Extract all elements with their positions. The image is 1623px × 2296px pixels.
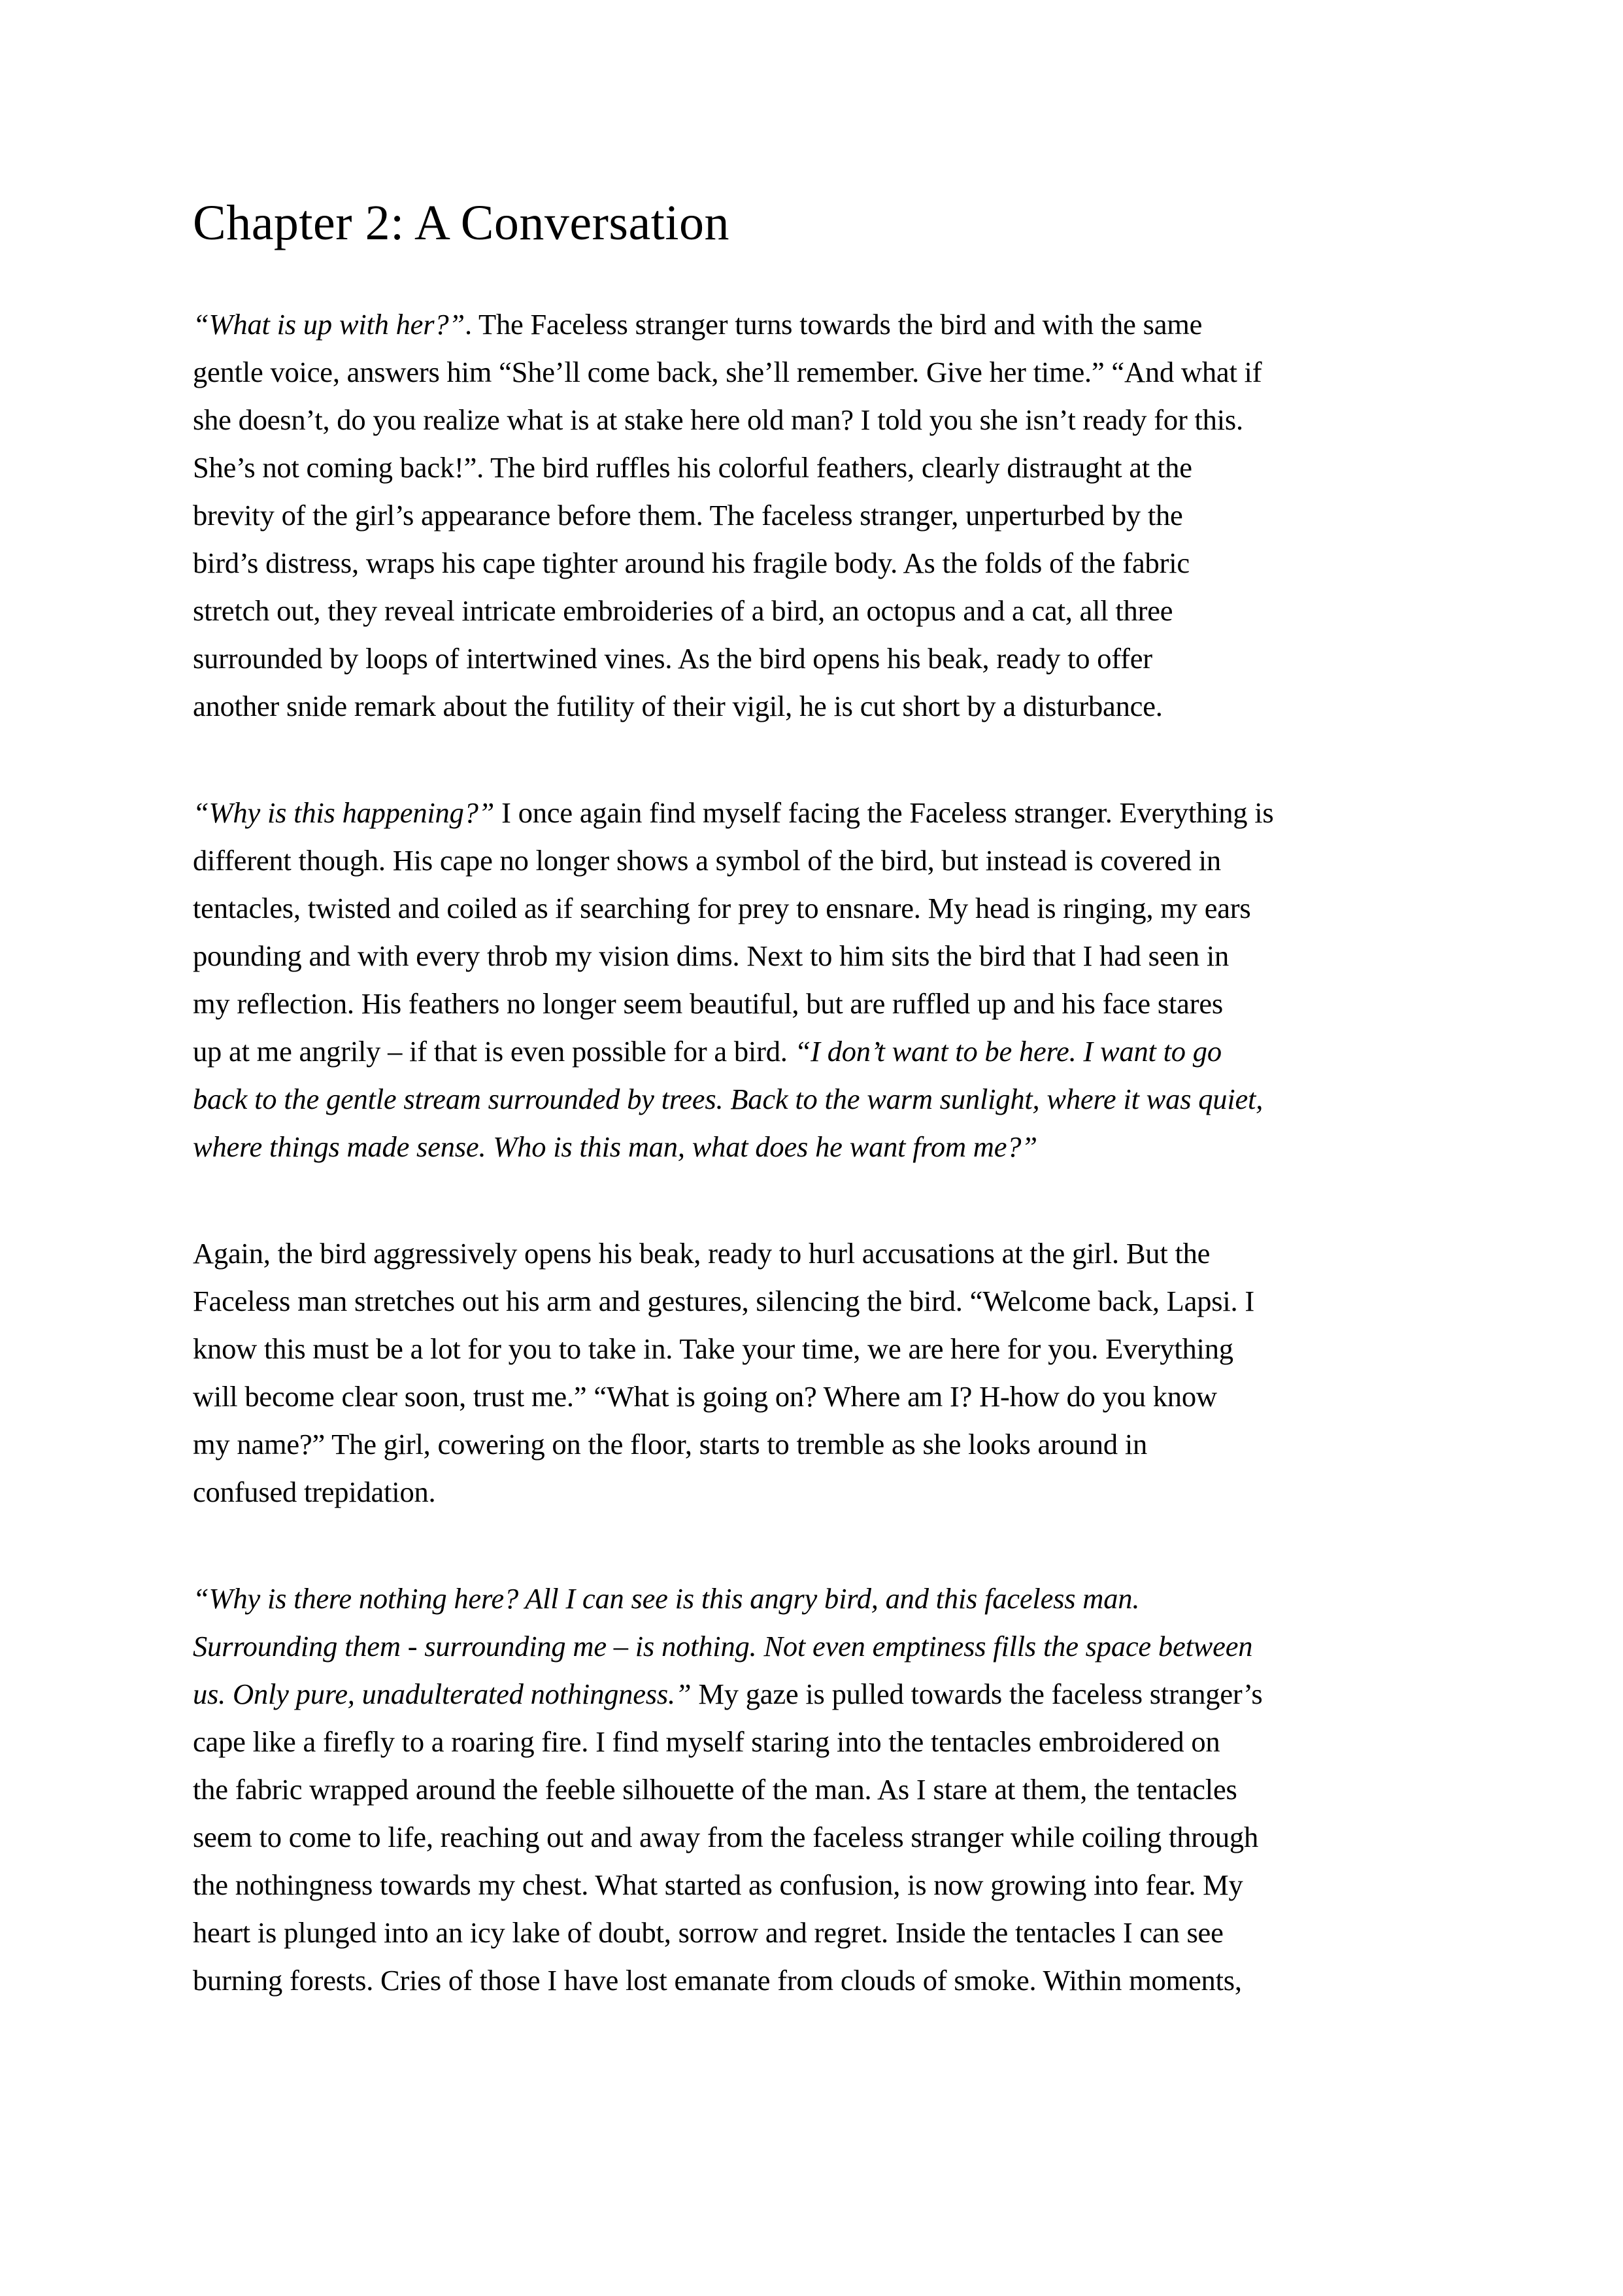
text-segment: confused trepidation. (193, 1475, 436, 1508)
text-segment: Faceless man stretches out his arm and gestures, silencing the bird. “Welcome back, Lapsi. I (193, 1284, 1255, 1317)
text-line (193, 683, 1433, 730)
text-segment: My gaze is pulled towards the faceless stranger’s (691, 1677, 1263, 1710)
text-segment: know this must be a lot for you to take in. Take your time, we are here for you. Everything (193, 1332, 1233, 1365)
text-line (193, 1623, 1433, 1670)
text-segment: my reflection. His feathers no longer seem beautiful, but are ruffled up and his face stares (193, 987, 1224, 1020)
text-line (193, 1075, 1433, 1123)
text-segment: tentacles, twisted and coiled as if searching for prey to ensnare. My head is ringing, my ears (193, 891, 1251, 924)
text-segment: different though. His cape no longer shows a symbol of the bird, but instead is covered in (193, 843, 1221, 877)
text-segment: heart is plunged into an icy lake of doubt, sorrow and regret. Inside the tentacles I can see (193, 1916, 1224, 1949)
text-segment: where things made sense. Who is this man, what does he want from me?” (193, 1130, 1037, 1163)
text-segment: she doesn’t, do you realize what is at stake here old man? I told you she isn’t ready for this. (193, 403, 1243, 436)
text-segment: Again, the bird aggressively opens his beak, ready to hurl accusations at the girl. But the (193, 1236, 1211, 1270)
text-line (193, 1230, 1433, 1277)
text-line (193, 539, 1433, 587)
text-line (193, 1957, 1433, 2004)
text-line (193, 1718, 1433, 1766)
text-segment: I once again find myself facing the Faceless stranger. Everything is (494, 796, 1274, 829)
text-segment: back to the gentle stream surrounded by trees. Back to the warm sunlight, where it was quiet, (193, 1082, 1263, 1115)
text-segment: bird’s distress, wraps his cape tighter around his fragile body. As the folds of the fabric (193, 546, 1190, 579)
text-line (193, 885, 1433, 932)
text-segment: Surrounding them - surrounding me – is nothing. Not even emptiness fills the space between (193, 1629, 1253, 1663)
text-segment: another snide remark about the futility of their vigil, he is cut short by a disturbance. (193, 689, 1163, 722)
text-segment: brevity of the girl’s appearance before them. The faceless stranger, unperturbed by the (193, 498, 1183, 532)
text-segment: “What is up with her?” (193, 307, 465, 341)
text-line (193, 348, 1433, 396)
text-line (193, 1468, 1433, 1516)
text-segment: “I don’t want to be here. I want to go (794, 1034, 1222, 1068)
paragraph (193, 1230, 1433, 1516)
text-segment: the nothingness towards my chest. What started as confusion, is now growing into fear. My (193, 1868, 1243, 1901)
text-segment: pounding and with every throb my vision dims. Next to him sits the bird that I had seen in (193, 939, 1230, 972)
text-line (193, 1421, 1433, 1468)
chapter-title: Chapter 2: A Conversation (193, 195, 729, 250)
text-line (193, 932, 1433, 980)
text-segment: surrounded by loops of intertwined vines. As the bird opens his beak, ready to offer (193, 641, 1152, 675)
text-segment: cape like a firefly to a roaring fire. I find myself staring into the tentacles embroidered on (193, 1725, 1220, 1758)
text-line (193, 1575, 1433, 1623)
text-line (193, 1814, 1433, 1861)
text-segment: . The Faceless stranger turns towards the bird and with the same (464, 307, 1203, 341)
text-line (193, 396, 1433, 444)
text-segment: “Why is this happening?” (193, 796, 495, 829)
text-line (193, 837, 1433, 885)
paragraph (193, 301, 1433, 730)
text-segment: “Why is there nothing here? All I can see is this angry bird, and this faceless man. (193, 1581, 1140, 1615)
text-line (193, 587, 1433, 635)
text-line (193, 1123, 1433, 1171)
text-line (193, 1277, 1433, 1325)
text-line (193, 492, 1433, 539)
text-line (193, 980, 1433, 1028)
text-line (193, 444, 1433, 492)
text-line (193, 789, 1433, 837)
text-line (193, 1670, 1433, 1718)
text-line (193, 1325, 1433, 1373)
text-segment: burning forests. Cries of those I have lost emanate from clouds of smoke. Within moments, (193, 1963, 1242, 1997)
text-segment: us. Only pure, unadulterated nothingness.” (193, 1677, 692, 1710)
text-line (193, 635, 1433, 683)
paragraph (193, 1575, 1433, 2004)
text-line (193, 1861, 1433, 1909)
text-line (193, 1766, 1433, 1814)
paragraph (193, 789, 1433, 1171)
text-line (193, 1909, 1433, 1957)
text-segment: seem to come to life, reaching out and away from the faceless stranger while coiling through (193, 1820, 1259, 1853)
text-segment: She’s not coming back!”. The bird ruffles his colorful feathers, clearly distraught at the (193, 450, 1192, 484)
text-segment: stretch out, they reveal intricate embroideries of a bird, an octopus and a cat, all three (193, 594, 1173, 627)
text-segment: gentle voice, answers him “She’ll come back, she’ll remember. Give her time.” “And what if (193, 355, 1262, 388)
text-line (193, 1373, 1433, 1421)
text-line (193, 301, 1433, 348)
text-line (193, 1028, 1433, 1075)
text-segment: the fabric wrapped around the feeble silhouette of the man. As I stare at them, the tentacles (193, 1772, 1237, 1806)
text-segment: will become clear soon, trust me.” “What is going on? Where am I? H-how do you know (193, 1379, 1217, 1413)
text-segment: up at me angrily – if that is even possible for a bird. (193, 1034, 795, 1068)
text-segment: my name?” The girl, cowering on the floor, starts to tremble as she looks around in (193, 1427, 1148, 1460)
